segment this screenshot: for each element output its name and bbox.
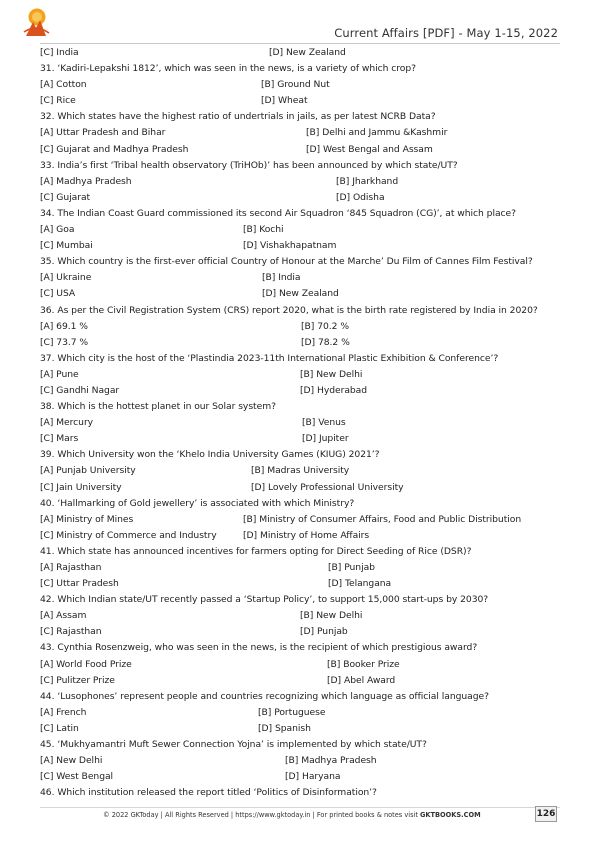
option-left: [A] Pune bbox=[40, 368, 79, 380]
option-right: [D] Telangana bbox=[328, 578, 392, 590]
question-text: 38. Which is the hottest planet in our Solar system? bbox=[40, 401, 276, 413]
options-row bbox=[40, 125, 565, 141]
option-right: [B] Madhya Pradesh bbox=[285, 755, 377, 767]
option-right: [B] Delhi and Jammu &Kashmir bbox=[306, 127, 448, 139]
option-right: [B] Ministry of Consumer Affairs, Food and Public Distribution bbox=[243, 513, 522, 525]
option-right: [D] New Zealand bbox=[262, 288, 339, 300]
options-row bbox=[40, 367, 565, 383]
question-list bbox=[40, 45, 565, 801]
option-left: [C] 73.7 % bbox=[40, 336, 89, 348]
option-left: [C] Uttar Pradesh bbox=[40, 578, 119, 590]
page-number: 126 bbox=[535, 806, 557, 822]
option-right: [B] Portuguese bbox=[258, 706, 326, 718]
option-left: [A] Ministry of Mines bbox=[40, 513, 134, 525]
option-left: [C] Mumbai bbox=[40, 240, 93, 252]
options-row bbox=[40, 463, 565, 479]
question-text: 40. ‘Hallmarking of Gold jewellery’ is associated with which Ministry? bbox=[40, 497, 355, 509]
options-row bbox=[40, 431, 565, 447]
options-row bbox=[40, 576, 565, 592]
option-right: [D] Hyderabad bbox=[300, 384, 368, 396]
options-row bbox=[40, 657, 565, 673]
option-right: [B] Jharkhand bbox=[336, 175, 399, 187]
option-left: [C] USA bbox=[40, 288, 76, 300]
option-right: [B] Ground Nut bbox=[261, 79, 330, 91]
option-right: [B] India bbox=[262, 272, 301, 284]
option-right: [D] Vishakhapatnam bbox=[243, 240, 337, 252]
options-row bbox=[40, 238, 565, 254]
options-row bbox=[40, 624, 565, 640]
header-divider bbox=[40, 43, 560, 44]
option-left: [A] Madhya Pradesh bbox=[40, 175, 132, 187]
option-left: [A] World Food Prize bbox=[40, 658, 132, 670]
question-text: 34. The Indian Coast Guard commissioned its second Air Squadron ‘845 Squadron (CG)’, at which place? bbox=[40, 207, 516, 219]
options-row bbox=[40, 753, 565, 769]
options-row bbox=[40, 286, 565, 302]
question-text: 35. Which country is the first-ever official Country of Honour at the Marche’ Du Film of Cannes Film Festival? bbox=[40, 256, 533, 268]
option-left: [C] Latin bbox=[40, 722, 79, 734]
option-left: [A] French bbox=[40, 706, 87, 718]
question-text: 39. Which University won the ‘Khelo India University Games (KIUG) 2021’? bbox=[40, 449, 380, 461]
option-left: [C] Gujarat bbox=[40, 191, 91, 203]
option-right: [B] Venus bbox=[302, 417, 346, 429]
option-right: [B] Madras University bbox=[251, 465, 350, 477]
option-left: [C] Ministry of Commerce and Industry bbox=[40, 529, 217, 541]
option-right: [B] Kochi bbox=[243, 224, 284, 236]
footer-brand-link[interactable]: GKTBOOKS.COM bbox=[420, 811, 481, 819]
options-row bbox=[40, 721, 565, 737]
option-right: [B] New Delhi bbox=[300, 610, 363, 622]
options-row bbox=[40, 142, 565, 158]
option-right: [D] Ministry of Home Affairs bbox=[243, 529, 370, 541]
options-row bbox=[40, 45, 565, 61]
option-left: [A] Punjab University bbox=[40, 465, 136, 477]
option-left: [C] Jain University bbox=[40, 481, 122, 493]
option-right: [D] Odisha bbox=[336, 191, 385, 203]
option-left: [C] India bbox=[40, 47, 79, 58]
option-right: [D] Spanish bbox=[258, 722, 311, 734]
option-left: [C] Gujarat and Madhya Pradesh bbox=[40, 143, 189, 155]
options-row bbox=[40, 560, 565, 576]
option-left: [C] West Bengal bbox=[40, 771, 114, 783]
options-row bbox=[40, 222, 565, 238]
option-left: [A] Assam bbox=[40, 610, 87, 622]
options-row bbox=[40, 383, 565, 399]
options-row bbox=[40, 415, 565, 431]
options-row bbox=[40, 673, 565, 689]
question-text: 37. Which city is the host of the ‘Plastindia 2023-11th International Plastic Exhibition & Conference’? bbox=[40, 352, 499, 364]
options-row bbox=[40, 174, 565, 190]
options-row bbox=[40, 77, 565, 93]
header-title: Current Affairs [PDF] - May 1-15, 2022 bbox=[334, 26, 558, 40]
question-text: 43. Cynthia Rosenzweig, who was seen in the news, is the recipient of which prestigious award? bbox=[40, 642, 478, 654]
option-right: [B] Booker Prize bbox=[327, 658, 400, 670]
option-right: [B] New Delhi bbox=[300, 368, 363, 380]
option-right: [B] Punjab bbox=[328, 562, 375, 573]
question-text: 33. India’s first ‘Tribal health observatory (TriHOb)’ has been announced by which state/UT? bbox=[40, 159, 458, 171]
option-left: [A] New Delhi bbox=[40, 755, 103, 767]
options-row bbox=[40, 608, 565, 624]
question-text: 45. ‘Mukhyamantri Muft Sewer Connection Yojna’ is implemented by which state/UT? bbox=[40, 739, 427, 751]
option-left: [A] Cotton bbox=[40, 79, 87, 91]
option-left: [A] 69.1 % bbox=[40, 320, 88, 332]
option-left: [A] Mercury bbox=[40, 417, 94, 429]
option-right: [D] Wheat bbox=[261, 95, 308, 107]
option-left: [C] Gandhi Nagar bbox=[40, 384, 120, 396]
question-text: 44. ‘Lusophones’ represent people and countries recognizing which language as official language? bbox=[40, 690, 489, 702]
option-right: [D] 78.2 % bbox=[301, 336, 350, 348]
question-text: 31. ‘Kadiri-Lepakshi 1812’, which was seen in the news, is a variety of which crop? bbox=[40, 63, 416, 75]
option-right: [D] New Zealand bbox=[269, 47, 346, 58]
options-row bbox=[40, 335, 565, 351]
question-text: 36. As per the Civil Registration System (CRS) report 2020, what is the birth rate registered by India in 2020? bbox=[40, 304, 538, 316]
option-left: [C] Pulitzer Prize bbox=[40, 674, 115, 686]
options-row bbox=[40, 93, 565, 109]
options-row bbox=[40, 270, 565, 286]
question-text: 32. Which states have the highest ratio of undertrials in jails, as per latest NCRB Data? bbox=[40, 111, 436, 123]
option-right: [D] West Bengal and Assam bbox=[306, 143, 433, 155]
option-right: [D] Abel Award bbox=[327, 674, 396, 686]
footer-text: © 2022 GKToday | All Rights Reserved | https://www.gktoday.in | For printed books & notes visit bbox=[103, 811, 421, 819]
option-right: [D] Haryana bbox=[285, 771, 341, 783]
option-left: [C] Rajasthan bbox=[40, 626, 102, 638]
option-right: [D] Jupiter bbox=[302, 433, 349, 445]
option-left: [A] Goa bbox=[40, 224, 75, 236]
options-row bbox=[40, 319, 565, 335]
option-left: [C] Mars bbox=[40, 433, 79, 445]
footer-divider bbox=[40, 807, 560, 808]
option-left: [A] Rajasthan bbox=[40, 562, 102, 573]
options-row bbox=[40, 769, 565, 785]
option-left: [C] Rice bbox=[40, 95, 76, 107]
options-row bbox=[40, 190, 565, 206]
page-header bbox=[0, 0, 600, 44]
options-row bbox=[40, 528, 565, 544]
options-row bbox=[40, 512, 565, 528]
options-row bbox=[40, 705, 565, 721]
option-right: [D] Punjab bbox=[300, 626, 348, 638]
option-left: [A] Ukraine bbox=[40, 272, 92, 284]
option-left: [A] Uttar Pradesh and Bihar bbox=[40, 127, 166, 139]
option-right: [B] 70.2 % bbox=[301, 320, 349, 332]
page-footer bbox=[103, 811, 481, 819]
question-text: 46. Which institution released the report titled ‘Politics of Disinformation’? bbox=[40, 787, 377, 799]
options-row bbox=[40, 480, 565, 496]
question-text: 42. Which Indian state/UT recently passed a ‘Startup Policy’, to support 15,000 start-ups by 2030? bbox=[40, 594, 489, 606]
question-text: 41. Which state has announced incentives for farmers opting for Direct Seeding of Rice (DSR)? bbox=[40, 545, 472, 557]
option-right: [D] Lovely Professional University bbox=[251, 481, 404, 493]
gktoday-logo-icon bbox=[22, 6, 50, 38]
